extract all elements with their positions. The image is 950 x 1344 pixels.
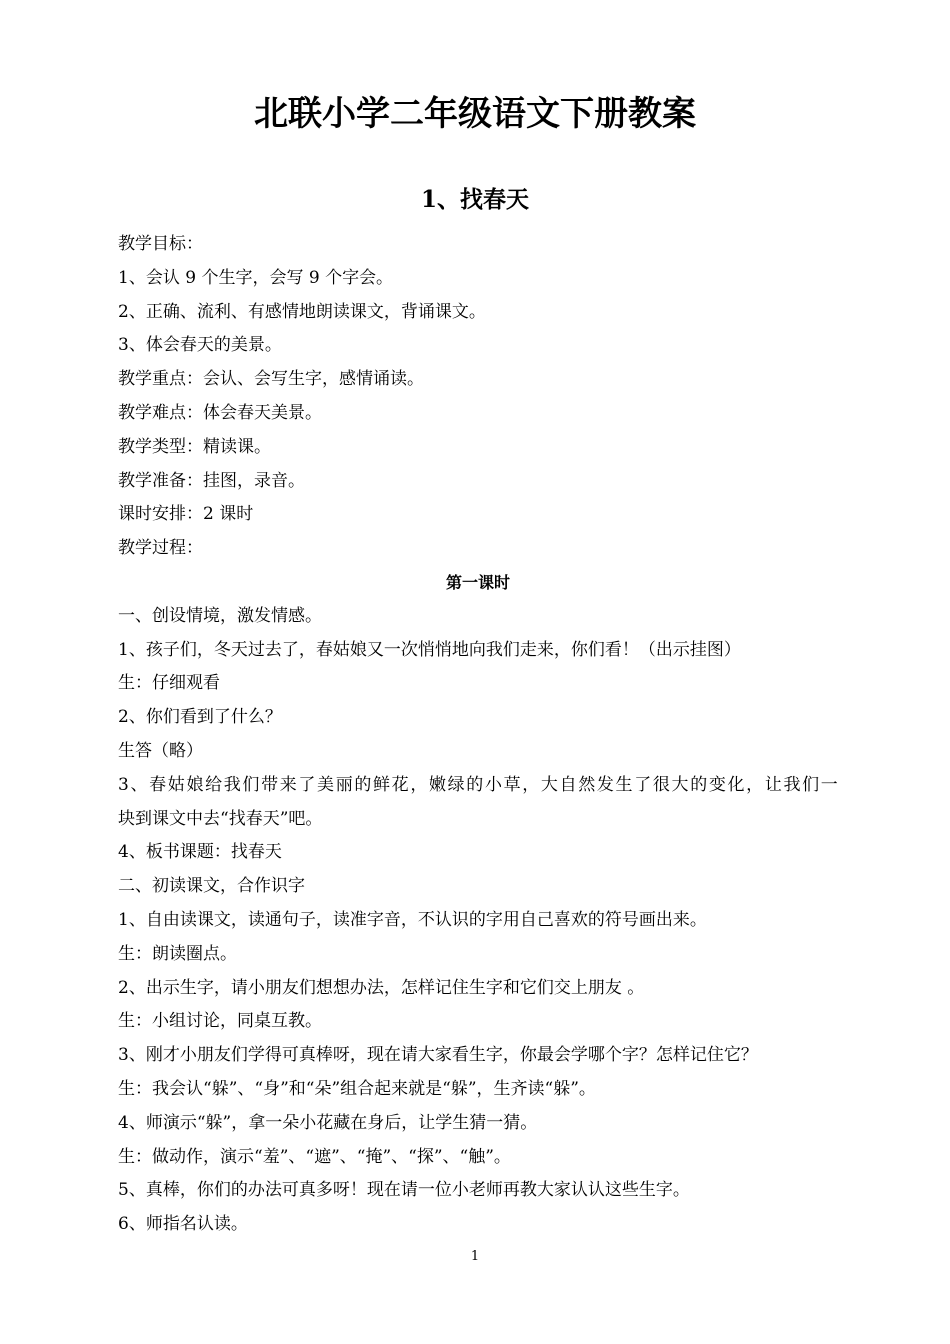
lesson-body bbox=[118, 228, 838, 1242]
text-line: 3、体会春天的美景。 bbox=[118, 335, 282, 356]
text-line: 3、春姑娘给我们带来了美丽的鲜花，嫩绿的小草，大自然发生了很大的变化，让我们一 bbox=[118, 774, 838, 795]
text-line: 二、初读课文，合作识字 bbox=[118, 876, 305, 897]
text-line: 生：小组讨论，同桌互教。 bbox=[118, 1011, 322, 1032]
text-line: 生：我会认“躲”、“身”和“朵”组合起来就是“躲”，生齐读“躲”。 bbox=[118, 1078, 596, 1099]
text-line: 3、刚才小朋友们学得可真棒呀，现在请大家看生字，你最会学哪个字？怎样记住它？ bbox=[118, 1045, 758, 1066]
text-line: 5、真棒，你们的办法可真多呀！现在请一位小老师再教大家认认这些生字。 bbox=[118, 1180, 690, 1201]
text-line: 生：仔细观看 bbox=[118, 673, 220, 694]
text-line: 4、板书课题：找春天 bbox=[118, 842, 282, 863]
text-line: 生：做动作，演示“羞”、“遮”、“掩”、“探”、“触”。 bbox=[118, 1146, 511, 1167]
page-number: 1 bbox=[470, 1249, 480, 1264]
text-line: 1、孩子们，冬天过去了，春姑娘又一次悄悄地向我们走来，你们看！（出示挂图） bbox=[118, 639, 741, 660]
text-line: 4、师演示“躲”，拿一朵小花藏在身后，让学生猜一猜。 bbox=[118, 1112, 538, 1133]
text-line: 生：朗读圈点。 bbox=[118, 943, 237, 964]
text-line: 教学准备：挂图，录音。 bbox=[118, 470, 305, 491]
text-line: 2、正确、流利、有感情地朗读课文，背诵课文。 bbox=[118, 301, 486, 322]
section-heading: 第一课时 bbox=[445, 572, 510, 592]
text-line: 教学重点：会认、会写生字，感情诵读。 bbox=[118, 369, 424, 390]
text-line: 1、自由读课文，读通句子，读准字音，不认识的字用自己喜欢的符号画出来。 bbox=[118, 909, 707, 930]
document-title: 北联小学二年级语文下册教案 bbox=[254, 94, 696, 134]
text-line: 一、创设情境，激发情感。 bbox=[118, 605, 322, 626]
text-line: 教学类型：精读课。 bbox=[118, 436, 271, 457]
lesson-title: 1、找春天 bbox=[420, 186, 529, 213]
text-line: 6、师指名认读。 bbox=[118, 1214, 248, 1235]
text-line: 1、会认 9 个生字，会写 9 个字会。 bbox=[118, 267, 394, 288]
text-line: 教学目标： bbox=[118, 234, 203, 254]
text-line: 块到课文中去“找春天”吧。 bbox=[118, 808, 323, 829]
text-line: 2、出示生字，请小朋友们想想办法，怎样记住生字和它们交上朋友 。 bbox=[118, 977, 645, 998]
text-line: 教学难点：体会春天美景。 bbox=[118, 402, 322, 423]
text-line: 教学过程： bbox=[118, 538, 203, 559]
text-line: 生答（略） bbox=[118, 740, 203, 761]
text-line: 课时安排：2 课时 bbox=[118, 504, 254, 525]
text-line: 2、你们看到了什么？ bbox=[118, 707, 282, 728]
